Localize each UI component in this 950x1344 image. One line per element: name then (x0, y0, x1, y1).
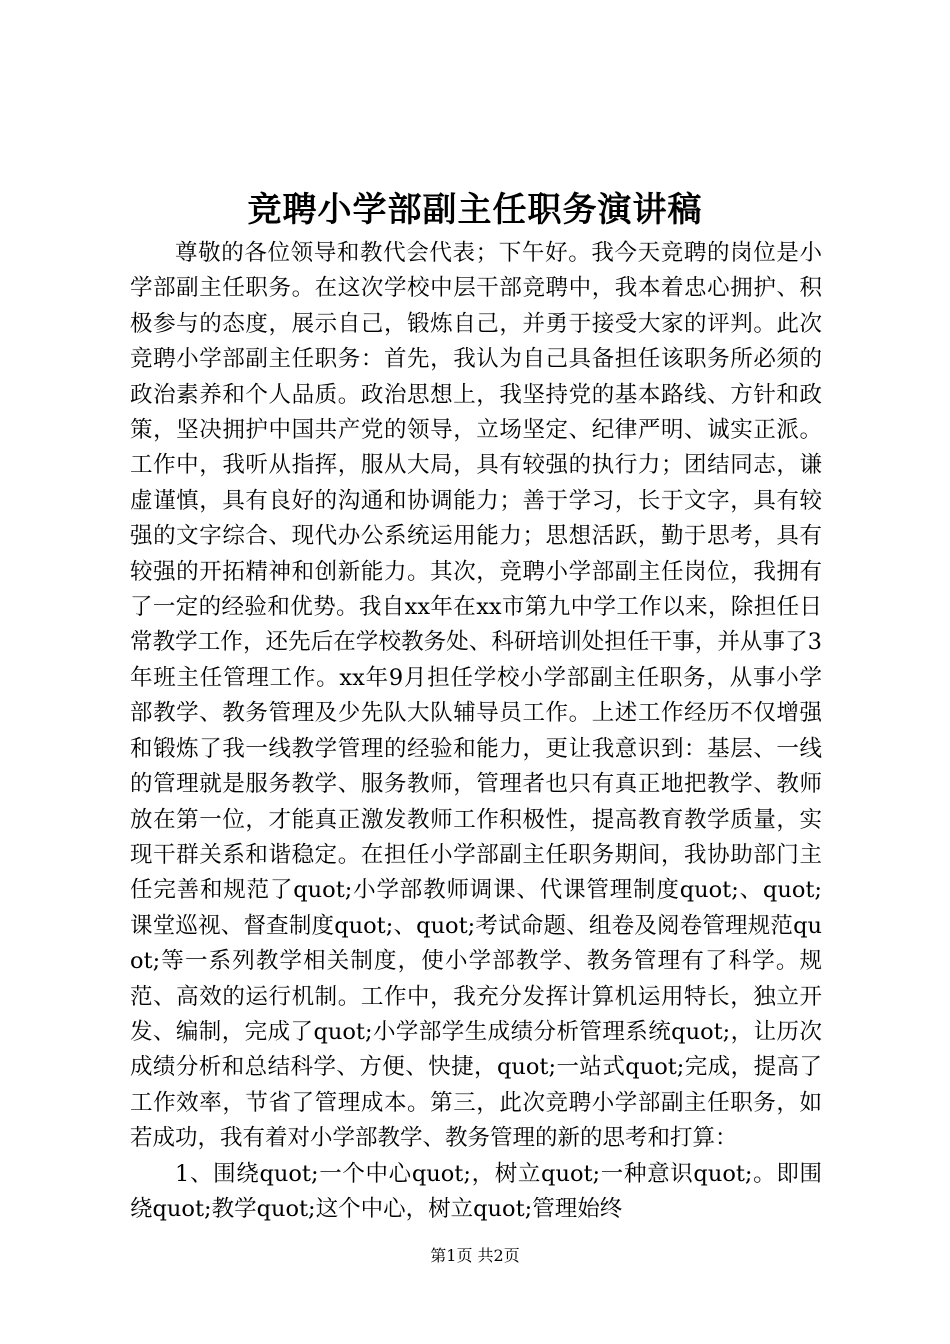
paragraph: 1、围绕quot;一个中心quot;，树立quot;一种意识quot;。即围绕quot;教学quot;这个中心，树立quot;管理始终 (130, 1160, 822, 1222)
paragraph: 尊敬的各位领导和教代会代表；下午好。我今天竞聘的岗位是小学部副主任职务。在这次学校中层干部竞聘中，我本着忠心拥护、积极参与的态度，展示自己，锻炼自己，并勇于接受大家的评判。此次竞聘小学部副主任职务：首先，我认为自己具备担任该职务所必须的政治素养和个人品质。政治思想上，我坚持党的基本路线、方针和政策，坚决拥护中国共产党的领导，立场坚定、纪律严明、诚实正派。工作中，我听从指挥，服从大局，具有较强的执行力；团结同志，谦虚谨慎，具有良好的沟通和协调能力；善于学习，长于文字，具有较强的文字综合、现代办公系统运用能力；思想活跃，勤于思考，具有较强的开拓精神和创新能力。其次，竞聘小学部副主任岗位，我拥有了一定的经验和优势。我自xx年在xx市第九中学工作以来，除担任日常教学工作，还先后在学校教务处、科研培训处担任干事，并从事了3年班主任管理工作。xx年9月担任学校小学部副主任职务，从事小学部教学、教务管理及少先队大队辅导员工作。上述工作经历不仅增强和锻炼了我一线教学管理的经验和能力，更让我意识到：基层、一线的管理就是服务教学、服务教师，管理者也只有真正地把教学、教师放在第一位，才能真正激发教师工作积极性，提高教育教学质量，实现干群关系和谐稳定。在担任小学部副主任职务期间，我协助部门主任完善和规范了quot;小学部教师调课、代课管理制度quot;、quot;课堂巡视、督查制度quot;、quot;考试命题、组卷及阅卷管理规范quot;等一系列教学相关制度，使小学部教学、教务管理有了科学。规范、高效的运行机制。工作中，我充分发挥计算机运用特长，独立开发、编制，完成了quot;小学部学生成绩分析管理系统quot;，让历次成绩分析和总结科学、方便、快捷，quot;一站式quot;完成，提高了工作效率，节省了管理成本。第三，此次竞聘小学部副主任职务，如若成功，我有着对小学部教学、教务管理的新的思考和打算： (130, 240, 822, 1152)
document-body (130, 236, 822, 1227)
document-title: 竞聘小学部副主任职务演讲稿 (247, 190, 703, 230)
page-number: 第1页 共2页 (430, 1246, 520, 1265)
